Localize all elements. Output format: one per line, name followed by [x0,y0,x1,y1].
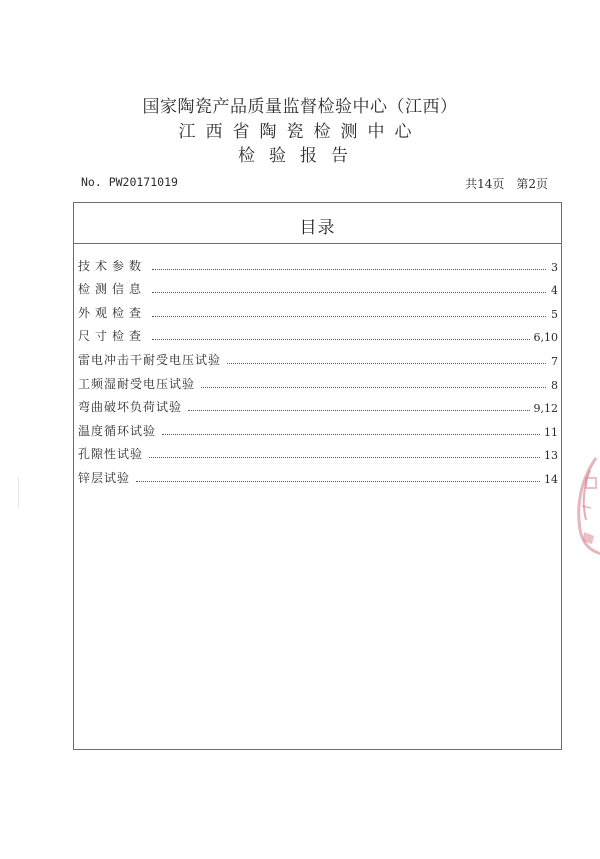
toc-entry-page: 8 [551,378,558,392]
toc-entry [78,439,558,463]
seal-stamp [566,450,600,560]
toc-leader-dots [149,456,540,458]
current-page: 第2页 [516,177,548,191]
toc-entry-page: 4 [551,284,558,298]
toc-entry [78,344,558,368]
toc-list [78,250,558,486]
toc-title-row [74,203,561,244]
scan-mark [18,478,25,508]
report-title: 检验报告 [238,146,362,166]
toc-entry [78,368,558,392]
toc-entry-page: 11 [544,425,558,439]
toc-entry-page: 7 [551,354,558,368]
organization-title: 国家陶瓷产品质量监督检验中心（江西） [142,97,458,117]
toc-entry [78,462,558,486]
toc-entry-label: 锌层试验 [78,470,131,485]
toc-entry [78,415,558,439]
toc-entry-label: 检测信息 [78,282,147,297]
toc-entry-label: 孔隙性试验 [78,447,144,462]
total-pages: 共14页 [465,177,505,191]
toc-leader-dots [152,268,546,270]
toc-entry-page: 9,12 [533,402,558,416]
toc-leader-dots [162,433,540,435]
toc-entry-label: 技术参数 [78,258,147,273]
toc-entry [78,274,558,298]
toc-leader-dots [201,386,546,388]
toc-entry-page: 5 [551,307,558,321]
toc-entry-label: 雷电冲击干耐受电压试验 [78,352,222,367]
toc-leader-dots [188,409,529,411]
toc-entry [78,297,558,321]
toc-entry [78,392,558,416]
toc-entry-page: 14 [544,472,558,486]
toc-title: 目录 [299,217,336,238]
toc-leader-dots [136,480,540,482]
toc-entry-label: 外观检查 [78,305,147,320]
toc-entry-label: 温度循环试验 [78,423,157,438]
toc-entry-page: 6,10 [533,331,558,345]
toc-entry-label: 工频湿耐受电压试验 [78,376,196,391]
toc-entry-page: 13 [544,449,558,463]
toc-entry-label: 弯曲破坏负荷试验 [78,400,183,415]
toc-entry [78,250,558,274]
toc-leader-dots [152,291,546,293]
toc-leader-dots [227,362,546,364]
page-count [465,175,548,192]
report-number: No. PW20171019 [81,175,178,189]
toc-entry [78,321,558,345]
toc-leader-dots [152,315,546,317]
toc-leader-dots [152,338,529,340]
table-of-contents [73,202,562,750]
toc-entry-label: 尺寸检查 [78,329,147,344]
center-title: 江西省陶瓷检测中心 [178,122,422,142]
toc-entry-page: 3 [551,260,558,274]
